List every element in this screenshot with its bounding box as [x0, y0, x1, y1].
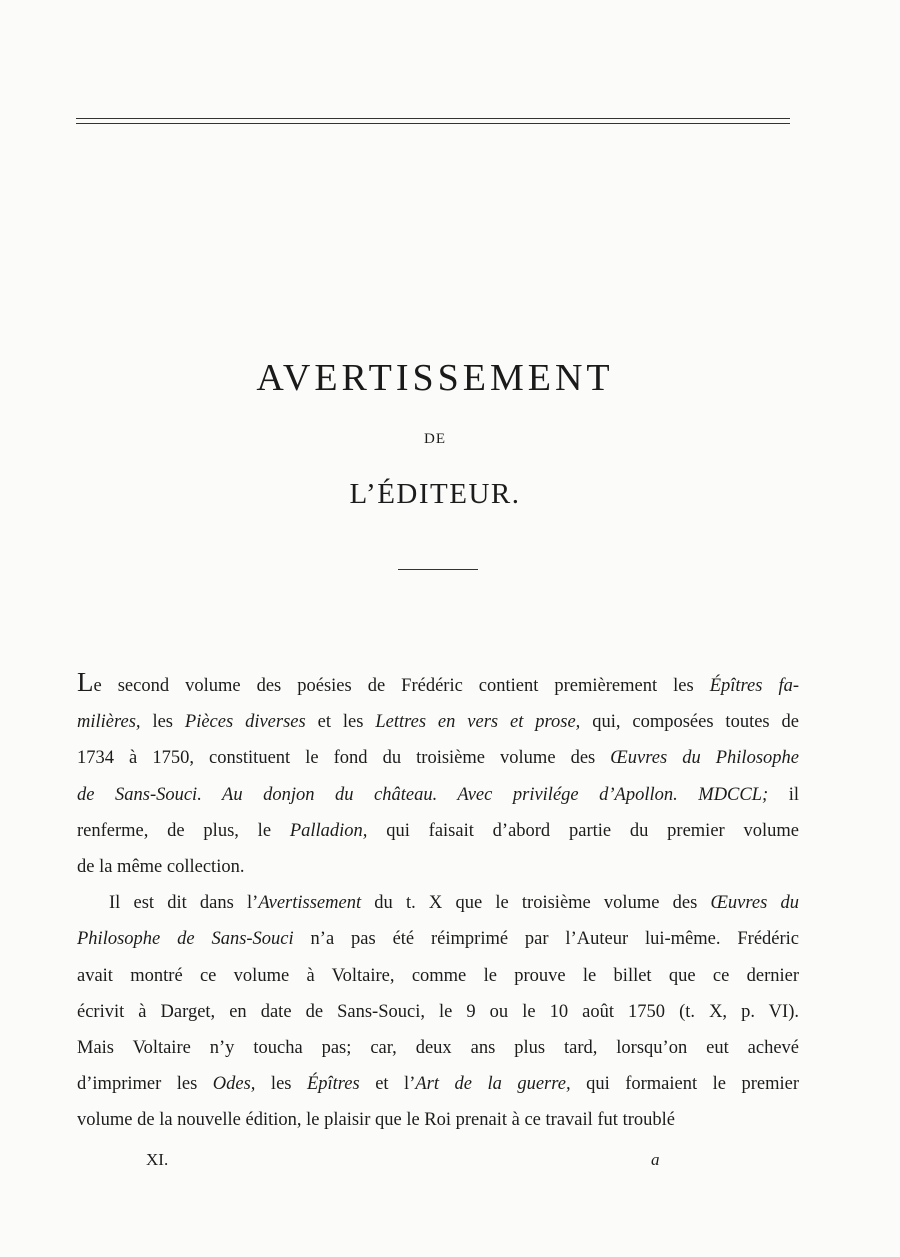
- gathering-mark: a: [651, 1150, 660, 1169]
- italic-run: Palladion,: [289, 820, 368, 841]
- page-title: AVERTISSEMENT: [256, 357, 614, 399]
- text-run: qui, composées toutes de: [580, 712, 799, 733]
- text-line: [77, 994, 799, 1030]
- text-line: [77, 849, 799, 885]
- text-run: les: [140, 712, 185, 733]
- text-run: renferme, de plus, le: [77, 820, 290, 841]
- text-line: [77, 740, 799, 776]
- text-run: et les: [305, 712, 376, 733]
- text-line: [77, 1066, 799, 1102]
- drop-cap: L: [77, 667, 94, 697]
- text-run: qui formaient le premier: [570, 1074, 799, 1095]
- text-line: [77, 1030, 799, 1066]
- text-line: [77, 958, 799, 994]
- text-line: [77, 664, 799, 704]
- text-run: d’imprimer les: [77, 1074, 213, 1095]
- body-text: [77, 664, 799, 1139]
- text-run: écrivit à Darget, en date de Sans-Souci, le 9 ou le 10 août 1750 (t. X, p. VI).: [77, 1001, 799, 1022]
- italic-run: Œuvres du: [710, 893, 800, 914]
- text-run: du t. X que le troisième volume des: [361, 893, 711, 914]
- italic-run: Odes,: [212, 1074, 256, 1095]
- italic-run: Lettres en vers et prose,: [375, 712, 581, 733]
- text-line: [77, 813, 799, 849]
- text-run: e second volume des poésies de Frédéric contient premièrement les: [93, 676, 710, 696]
- top-double-rule: [76, 118, 790, 124]
- text-run: les: [255, 1074, 307, 1095]
- text-run: qui faisait d’abord partie du premier volume: [367, 820, 799, 841]
- italic-run: Avertissement: [258, 893, 362, 914]
- text-run: de la même collection.: [77, 857, 245, 878]
- text-line: [77, 777, 799, 813]
- italic-run: Œuvres du Philosophe: [610, 748, 799, 769]
- italic-run: de Sans-Souci. Au donjon du château. Avec privilége d’Apollon. MDCCL;: [77, 784, 769, 805]
- text-run: volume de la nouvelle édition, le plaisir que le Roi prenait à ce travail fut troublé: [77, 1110, 675, 1131]
- text-line: [77, 885, 799, 921]
- title-connector: DE: [424, 431, 446, 447]
- text-run: et l’: [359, 1074, 416, 1095]
- text-run: Il est dit dans l’: [109, 893, 259, 914]
- text-run: Mais Voltaire n’y toucha pas; car, deux ans plus tard, lorsqu’on eut achevé: [77, 1038, 799, 1059]
- text-run: n’a pas été réimprimé par l’Auteur lui-même. Frédéric: [293, 929, 800, 950]
- italic-run: Philosophe de Sans-Souci: [77, 929, 294, 950]
- italic-run: milières,: [77, 712, 141, 733]
- text-line: [77, 704, 799, 740]
- italic-run: Épîtres: [306, 1074, 360, 1095]
- italic-run: Art de la guerre,: [415, 1074, 571, 1095]
- text-line: [77, 921, 799, 957]
- signature-mark: XI.: [146, 1150, 169, 1169]
- text-line: [77, 1102, 799, 1138]
- text-run: avait montré ce volume à Voltaire, comme le prouve le billet que ce dernier: [77, 965, 799, 986]
- text-run: il: [768, 784, 800, 805]
- title-separator-rule: [398, 569, 478, 570]
- text-run: 1734 à 1750, constituent le fond du troisième volume des: [77, 748, 611, 769]
- page-subtitle: L’ÉDITEUR.: [349, 478, 521, 510]
- italic-run: Pièces diverses: [184, 712, 306, 733]
- italic-run: Épîtres fa-: [709, 676, 799, 696]
